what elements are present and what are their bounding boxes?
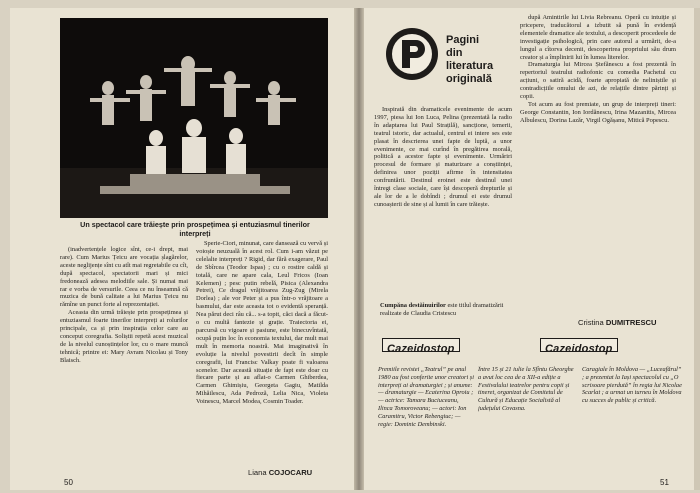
radio-logo-icon-graphic xyxy=(384,26,440,82)
news-column-3: Caragiale în Moldova — „Luceafărul” ; a prezentat la Iași spectacolul cu „O scrisoare pierdută” în regia lui Nicolae Scarlat ; a urmat un turneu în Moldova cu succes de public și critică. xyxy=(582,366,682,405)
stage-photo-image xyxy=(60,18,328,218)
heading-line: originală xyxy=(446,73,492,85)
summary-title: Cumpăna destăinuirilor xyxy=(380,302,446,309)
paragraph: Tot acum au fost premiate, un grup de interpreți tineri: George Constantin, Ion Iordănescu, Irina Mazanitis, Mircea Albulescu, Dorina Lazăr, Virgil Ogășanu, Mitică Popescu. xyxy=(520,100,676,124)
page-number: 50 xyxy=(64,478,73,487)
author-surname: COJOCARU xyxy=(268,468,313,477)
summary-text: este titlul dramatizării realizate de Claudia Cristescu xyxy=(380,302,504,317)
paragraph: Inspirată din dramaticele evenimente de acum 1997, piesa lui Ion Luca, Pelina (prezentată la radio în adaptarea lui Paul Strațilă), sancțione, temerii, teatrul istoric, dar actualul, centrul ei intere ses este plasat în descrierea unei fapte de luptă, a unor evenimente, ce mai curînd în pregătirea morală, politică a acestor fapte și evenimente. Urmăriri procesul de formare și maturizare a conștiinței, definirea unor poziții afirme în intensitatea confruntării. Destinul eroinei este destinul unei întregi clase sociale, care își descoperă drepturile și ale lor de a le dobîndi ; drumul ei este drumul cunoașterii de sine și al lumii în care trăiește. xyxy=(374,106,512,208)
left-article-column-2 xyxy=(196,240,328,466)
book-spine xyxy=(354,8,364,490)
author-first-name: Cristina xyxy=(578,318,606,327)
right-article-column-2 xyxy=(520,14,676,320)
author-first-name: Liana xyxy=(248,468,269,477)
stage-photo xyxy=(60,18,328,218)
author-signature xyxy=(248,468,312,477)
paragraph: Aceasta din urmă trăiește prin prospețimea și entuziasmul foarte tinerilor interpreți ai rolurilor principale, ca și prin inspirația celor care au conceput coregrafia. Soliștii repetă acest muzical de la nivelul cunoștințelor lor, cu o mare muncă tehnică; printre ei: Mary Avram Nicolau și Tony Blaisch. xyxy=(60,309,188,364)
cadran-logo xyxy=(382,338,460,355)
page-number: 51 xyxy=(660,478,669,487)
left-article-column-1 xyxy=(60,246,188,474)
news-column-2: Între 15 și 21 iulie la Sfîntu Gheorghe a avut loc cea de a XII-a ediție a Festivalului teatrelor pentru copii și tineret, organizat de Comitetul de Cultură și Educație Socialistă al județului Covasna. xyxy=(478,366,574,412)
cadran-logo-text: Cazeidostop xyxy=(545,343,613,355)
cadran-logo-repeat xyxy=(540,338,618,355)
news-column-1: Premiile revistei „Teatrul” pe anul 1980 au fost conferite unor creatori și interpreți ai dramaturgiei ; și anume: — dramaturgie — Ecaterina Oproiu ; — actrice: Tamara Buciuceanu, Ilinca Tomoroveanu; — actori: Ion Caramitru, Victor Rebengiuc; — regie: Dominic Dembinski. xyxy=(378,366,474,428)
page-edge xyxy=(694,8,700,490)
author-surname: DUMITRESCU xyxy=(605,318,657,327)
heading-line: din xyxy=(446,47,463,59)
paragraph: (inadvertențele logice sînt, ce-i drept, mai rare). Cum Marius Țeicu are vocația șlagărelor, aceste neglijențe sînt cu atît mai regretabile cu cît, după spectacol, spectatorii mari și mici fredonează adesea melodiile sale. Și numai mai rar e vorba de versurile. Ceea ce nu înseamnă că muzica de bună calitate a lui Marius Țeicu nu rămîne un punct forte al reprezentației. xyxy=(60,246,188,309)
radio-logo-icon xyxy=(384,26,440,82)
right-page xyxy=(364,8,694,490)
right-article-column-1 xyxy=(374,106,512,302)
left-page xyxy=(10,8,354,490)
cadran-logo-text: Cazeidostop xyxy=(387,343,455,355)
heading-line: Pagini xyxy=(446,34,480,46)
heading-line: literatura xyxy=(446,60,494,72)
article-summary xyxy=(380,302,510,317)
photo-caption: Un spectacol care trăiește prin prospețimea și entuziasmul tinerilor interpreți xyxy=(80,220,310,238)
author-signature xyxy=(578,318,656,327)
paragraph: după Amintirile lui Livia Rebreanu. Operă cu intuiție și pricepere, traducătorul a izbutit să pună în evidență elementele dramatice ale textului, a descoperit procedeele de investigație psihologică, prin care autorul a urmărit, de-a lungul a cîtorva decenii, descoperirea propriului său drum creator și a împlinirii lui în lumea literelor. xyxy=(520,14,676,61)
section-heading xyxy=(446,34,504,86)
paragraph: Dramaturgia lui Mircea Ștefănescu a fost prezentă în repertoriul teatrului radiofonic cu comedia Pachetul cu acțiuni, o satiră acidă, foarte apropiată de neliniștile și contradicțiile omului de azi, de relațiile dintre părinți și copii. xyxy=(520,61,676,101)
paragraph: Sperie-Ciori, minunat, care dansează cu vervă și voioșie neuzuală în acest rol. Cum i-am văzut pe celelalte interpreți ? Rigid, dar fără exagerare, Paul de Sbîrcea (Teodor Ispas) ; cu o rostire caldă și totală, care ne apare cala, Leul Fricos (Ioan Kelemen) ; pesc putin rebelă, Pisica (Alexandra Petrei), Ce dragul vrăjitoarea Zug-Zug (Mirela Dorlea) ; ale vor Peter și a pus într-o vrăjitoare a basmului, dar este aceasta tot o evidentă speranță. Nea părut deci râu că... s-a topit, căci dacă a făcut-o cu multă fantezie și grație. Traiectoria ei, parcursă cu vigoare și pasiune, este binecuvîntată, ocupă puțin loc în economia textului, dar mult mai mult în memoria noastră. Mai imaginativă în evoluție la nivelul povestirii decît în simple coregrafii, lui Francisc Valkay poate fi valoarea scenelor. Dar această situație de fapt este doar cu fiecare parte și au aflat-o Carmen Ghiberdea, Carmen Ghimișiu, Georgeta Gagiu, Matilda Mihăilescu, Ada Pedroză, Lelia Nica, Violeta Voinescu, Marcel Modea, Cosmin Toader. xyxy=(196,240,328,406)
